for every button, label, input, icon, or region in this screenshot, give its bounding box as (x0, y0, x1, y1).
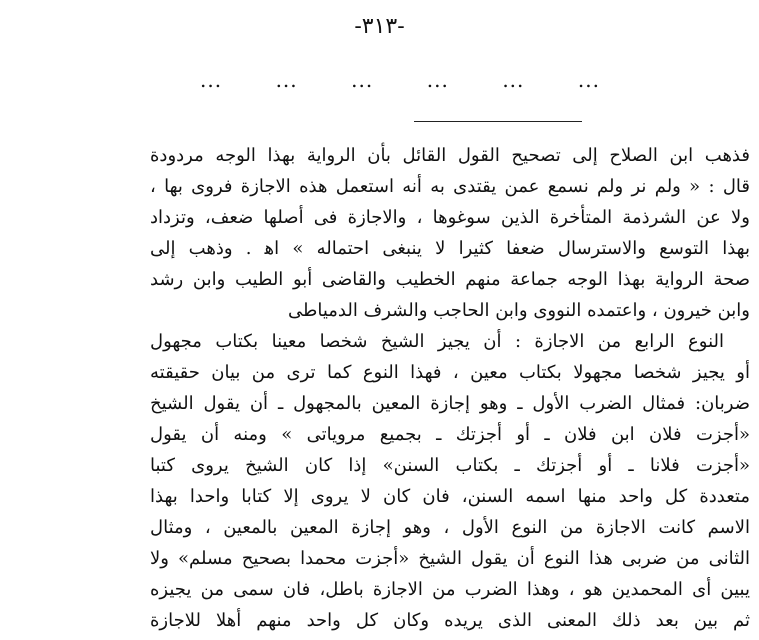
ellipsis-dot: ... (200, 68, 223, 92)
text-line: بهذا التوسع والاسترسال ضعفا كثيرا لا ينبغى احتماله » اﻫ . وذهب إلى (150, 238, 750, 259)
page-number: -٣١٣- (354, 14, 405, 39)
ellipsis-separator (200, 68, 600, 92)
ellipsis-dot: ... (502, 68, 525, 92)
text-line: فذهب ابن الصلاح إلى تصحيح القول القائل بأن الرواية بهذا الوجه مردودة (150, 145, 750, 166)
text-line: يبين أى المحمدين هو ، وهذا الضرب من الاجازة باطل، فان سمى من يجيزه (150, 579, 750, 600)
text-line: الثانى من ضربى هذا النوع أن يقول الشيخ «أجزت محمدا بصحيح مسلم» ولا (150, 548, 750, 569)
ellipsis-dot: ... (577, 68, 600, 92)
text-line: «أجزت فلانا ـ أو أجزتك ـ بكتاب السنن» إذا كان الشيخ يروى كتبا (150, 455, 750, 476)
text-line: ثم بين بعد ذلك المعنى الذى يريده وكان كل واحد منهم أهلا للاجازة (150, 610, 750, 631)
ellipsis-dot: ... (426, 68, 449, 92)
text-line: صحة الرواية بهذا الوجه جماعة منهم الخطيب والقاضى أبو الطيب وابن رشد (150, 269, 750, 290)
ellipsis-dot: ... (351, 68, 374, 92)
section-rule (414, 121, 582, 122)
text-line: «أجزت فلان ابن فلان ـ أو أجزتك ـ بجميع مروياتى » ومنه أن يقول (150, 424, 750, 445)
paragraph-1 (150, 140, 750, 326)
text-line: ضربان: فمثال الضرب الأول ـ وهو إجازة المعين بالمجهول ـ أن يقول الشيخ (150, 393, 750, 414)
paragraph-2 (150, 326, 750, 636)
body-text (150, 140, 750, 636)
text-line: أو يجيز شخصا مجهولا بكتاب معين ، فهذا النوع كما ترى من بيان حقيقته (150, 362, 750, 383)
text-line: قال : « ولم نر ولم نسمع عمن يقتدى به أنه استعمل هذه الاجازة فروى بها ، (150, 176, 750, 197)
text-line: النوع الرابع من الاجازة : أن يجيز الشيخ شخصا معينا بكتاب مجهول (150, 331, 724, 352)
text-line: الاسم كانت الاجازة من النوع الأول ، وهو إجازة المعين بالمعين ، ومثال (150, 517, 750, 538)
text-line: وابن خيرون ، واعتمده النووى وابن الحاجب والشرف الدمياطى (288, 300, 750, 321)
text-line: متعددة كل واحد منها اسمه السنن، فان كان لا يروى إلا كتابا واحدا بهذا (150, 486, 750, 507)
ellipsis-dot: ... (275, 68, 298, 92)
text-line: ولا عن الشرذمة المتأخرة الذين سوغوها ، والاجازة فى أصلها ضعف، وتزداد (150, 207, 750, 228)
